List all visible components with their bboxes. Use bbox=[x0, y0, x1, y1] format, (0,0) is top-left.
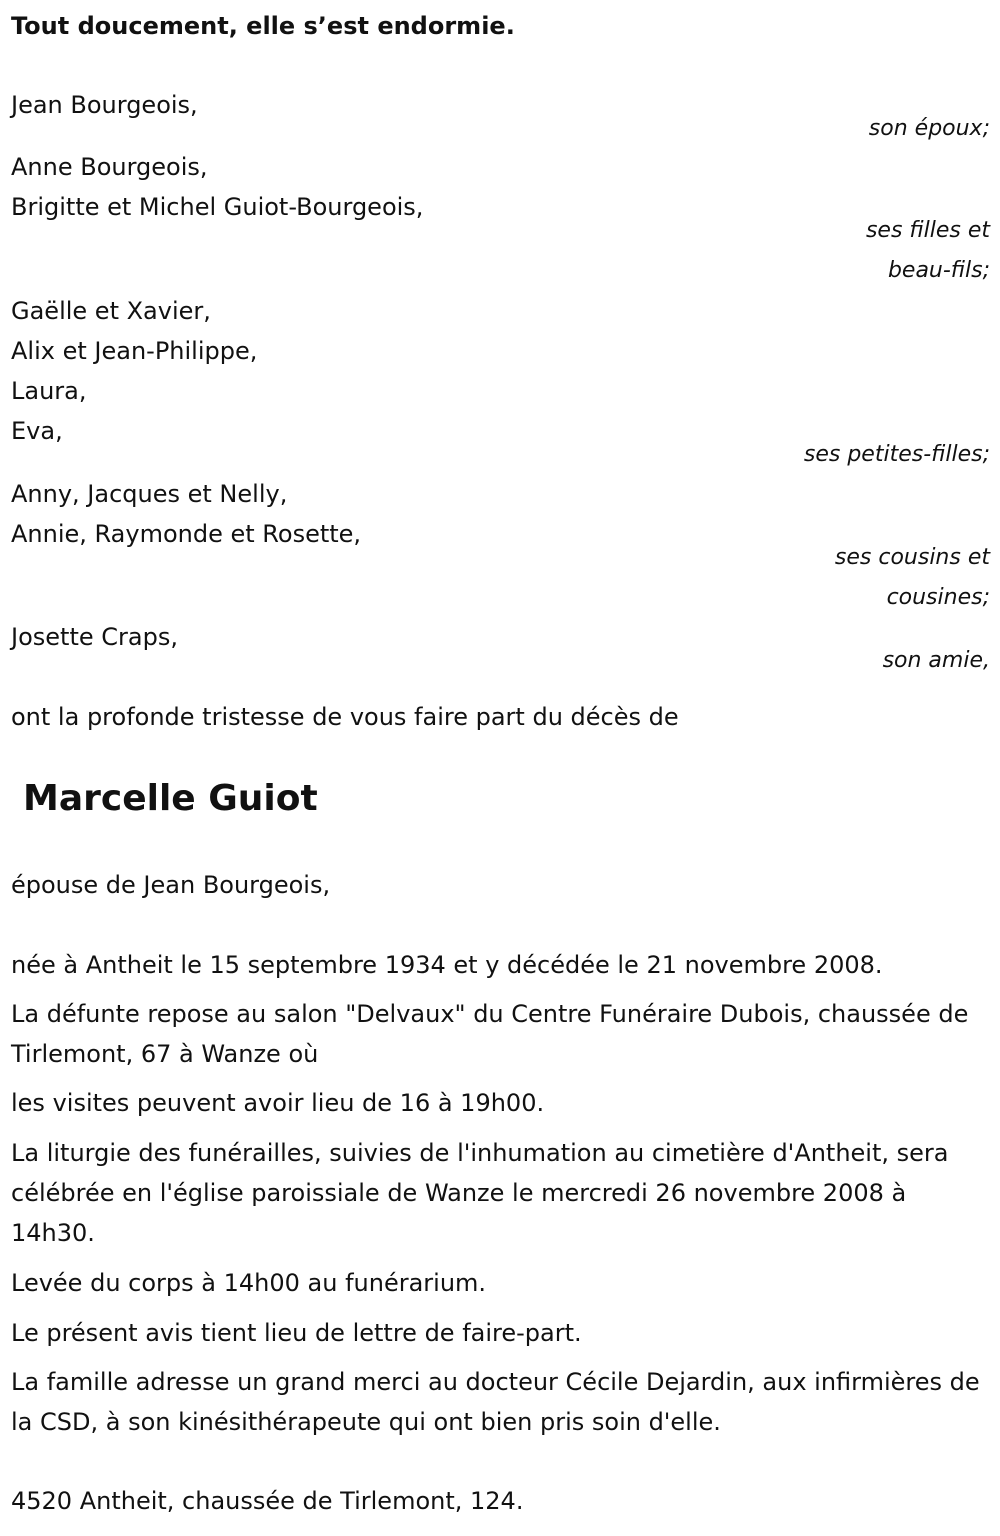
deceased-name: Marcelle Guiot bbox=[23, 778, 318, 819]
cousins-names: Anny, Jacques et Nelly, bbox=[11, 480, 288, 508]
daughter-name: Brigitte et Michel Guiot-Bourgeois, bbox=[11, 193, 424, 221]
grandchild-name: Alix et Jean-Philippe, bbox=[11, 337, 258, 365]
repose-paragraph: La défunte repose au salon "Delvaux" du Centre Funéraire Dubois, chaussée de Tirlemont, 67 à Wanze où bbox=[11, 1000, 969, 1068]
spouse-name: Jean Bourgeois, bbox=[11, 91, 198, 119]
liturgy-paragraph: La liturgie des funérailles, suivies de l'inhumation au cimetière d'Antheit, sera célébrée en l'église paroissiale de Wanze le mercredi 26 novembre 2008 à 14h30. bbox=[11, 1139, 949, 1247]
announcement: ont la profonde tristesse de vous faire part du décès de bbox=[11, 703, 679, 731]
friend-name: Josette Craps, bbox=[11, 623, 178, 651]
birth-death-line: née à Antheit le 15 septembre 1934 et y décédée le 21 novembre 2008. bbox=[11, 951, 883, 979]
grandchild-name: Eva, bbox=[11, 417, 63, 445]
daughters-role: ses filles et bbox=[865, 218, 990, 243]
deceased-spouse-line: épouse de Jean Bourgeois, bbox=[11, 871, 331, 899]
notice-line: Le présent avis tient lieu de lettre de faire-part. bbox=[11, 1319, 582, 1347]
grandchild-name: Gaëlle et Xavier, bbox=[11, 297, 211, 325]
headline: Tout doucement, elle s’est endormie. bbox=[11, 12, 515, 40]
friend-role: son amie, bbox=[882, 648, 990, 673]
daughter-name: Anne Bourgeois, bbox=[11, 153, 208, 181]
visits-line: les visites peuvent avoir lieu de 16 à 19h00. bbox=[11, 1089, 545, 1117]
cousins-names: Annie, Raymonde et Rosette, bbox=[11, 520, 362, 548]
thanks-paragraph: La famille adresse un grand merci au docteur Cécile Dejardin, aux infirmières de la CSD, à son kinésithérapeute qui ont bien pris soin d'elle. bbox=[11, 1368, 980, 1436]
spouse-role: son époux; bbox=[868, 116, 990, 141]
daughters-role: beau-fils; bbox=[887, 258, 990, 283]
levee-line: Levée du corps à 14h00 au funérarium. bbox=[11, 1269, 487, 1297]
grandchild-name: Laura, bbox=[11, 377, 87, 405]
grandchildren-role: ses petites-filles; bbox=[803, 442, 990, 467]
cousins-role: ses cousins et bbox=[834, 545, 990, 570]
cousins-role: cousines; bbox=[886, 585, 990, 610]
obituary-notice bbox=[11, 0, 990, 1536]
family-address: 4520 Antheit, chaussée de Tirlemont, 124. bbox=[11, 1487, 524, 1515]
